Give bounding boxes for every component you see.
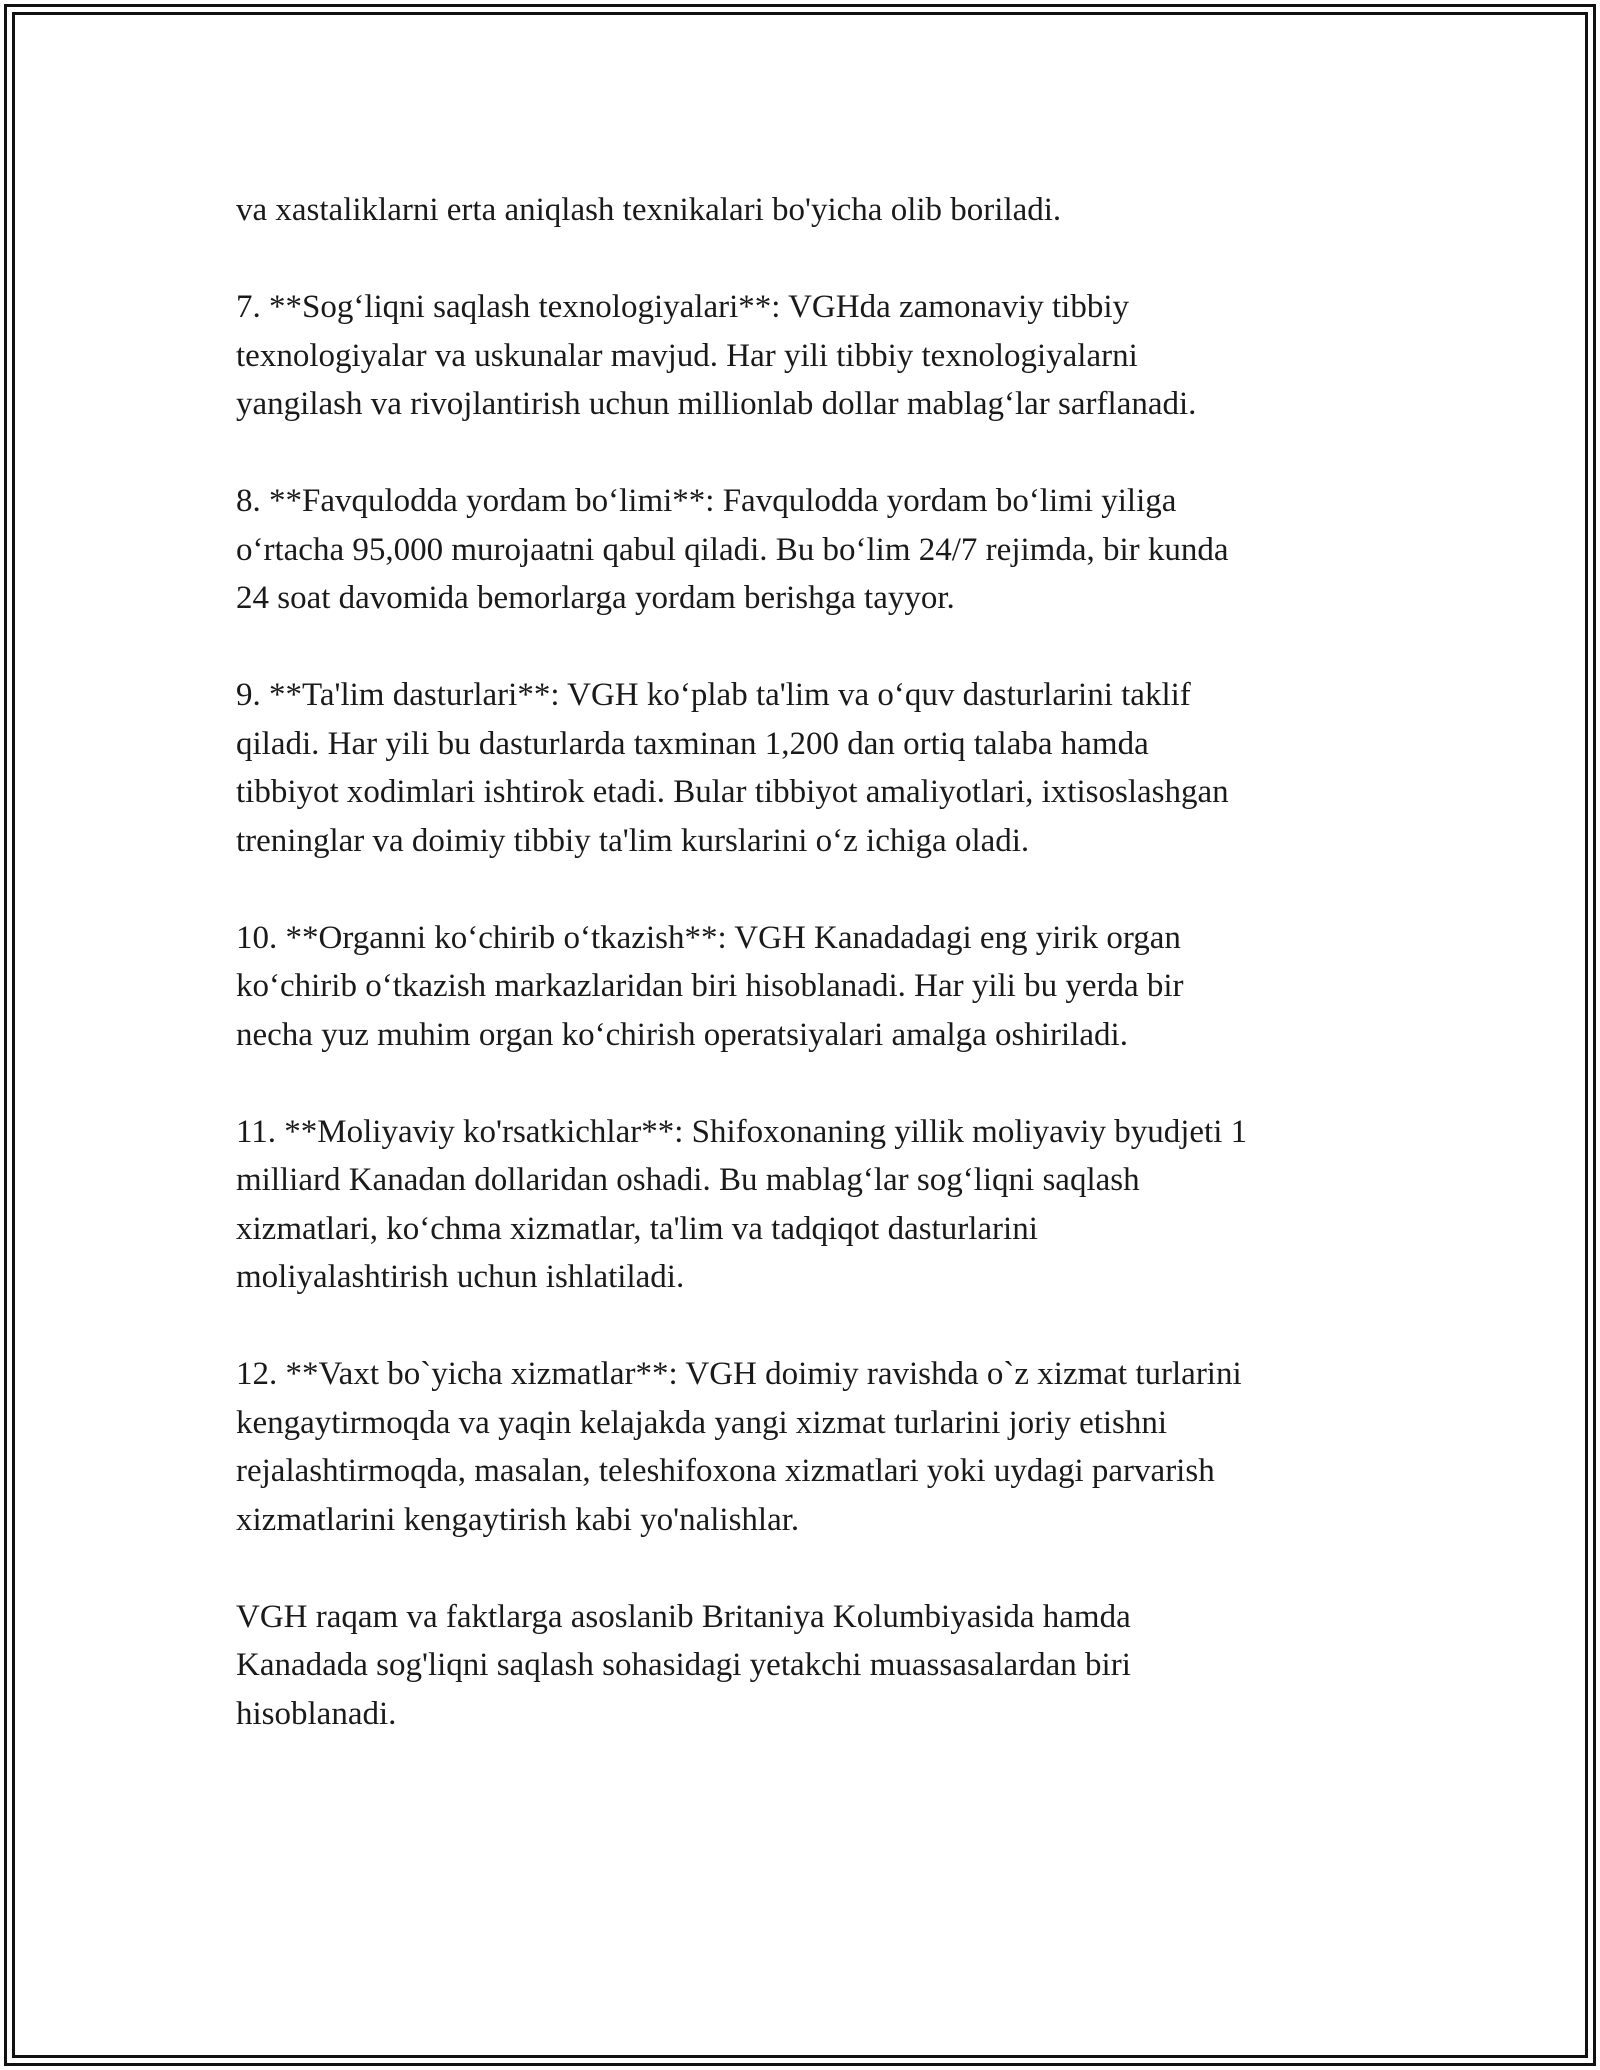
text-line: 12. **Vaxt bo`yicha xizmatlar**: VGH doimiy ravishda o`z xizmat turlarini bbox=[236, 1356, 1242, 1392]
text-line: rejalashtirmoqda, masalan, teleshifoxona xizmatlari yoki uydagi parvarish bbox=[236, 1453, 1215, 1489]
text-line: treninglar va doimiy tibbiy ta'lim kurslarini o‘z ichiga oladi. bbox=[236, 822, 1030, 859]
document-body bbox=[236, 186, 1376, 1787]
paragraph-item-9 bbox=[236, 671, 1376, 865]
paragraph-item-11 bbox=[236, 1108, 1376, 1302]
text-line: 9. **Ta'lim dasturlari**: VGH ko‘plab ta'lim va o‘quv dasturlarini taklif bbox=[236, 677, 1191, 713]
text-line: qiladi. Har yili bu dasturlarda taxminan 1,200 dan ortiq talaba hamda bbox=[236, 725, 1149, 762]
text-line: xizmatlari, ko‘chma xizmatlar, ta'lim va tadqiqot dasturlarini bbox=[236, 1210, 1038, 1247]
text-line: ko‘chirib o‘tkazish markazlaridan biri hisoblanadi. Har yili bu yerda bir bbox=[236, 968, 1184, 1004]
paragraph-item-10 bbox=[236, 914, 1376, 1060]
text-line: 10. **Organni ko‘chirib o‘tkazish**: VGH Kanadadagi eng yirik organ bbox=[236, 919, 1181, 956]
text-line: tibbiyot xodimlari ishtirok etadi. Bular tibbiyot amaliyotlari, ixtisoslashgan bbox=[236, 774, 1229, 810]
paragraph-conclusion bbox=[236, 1593, 1376, 1739]
text-line: 11. **Moliyaviy ko'rsatkichlar**: Shifoxonaning yillik moliyaviy byudjeti 1 bbox=[236, 1113, 1248, 1150]
paragraph-item-12 bbox=[236, 1350, 1376, 1544]
paragraph-item-7 bbox=[236, 283, 1376, 429]
paragraph-item-8 bbox=[236, 477, 1376, 623]
text-line: texnologiyalar va uskunalar mavjud. Har yili tibbiy texnologiyalarni bbox=[236, 337, 1138, 374]
text-line: necha yuz muhim organ ko‘chirish operatsiyalari amalga oshiriladi. bbox=[236, 1016, 1128, 1053]
text-line: va xastaliklarni erta aniqlash texnikalari bo'yicha olib boriladi. bbox=[236, 192, 1062, 228]
text-line: 8. **Favqulodda yordam bo‘limi**: Favqulodda yordam bo‘limi yiliga bbox=[236, 483, 1177, 519]
text-line: kengaytirmoqda va yaqin kelajakda yangi xizmat turlarini joriy etishni bbox=[236, 1404, 1168, 1441]
text-line: milliard Kanadan dollaridan oshadi. Bu mablag‘lar sog‘liqni saqlash bbox=[236, 1162, 1140, 1198]
text-line: hisoblanadi. bbox=[236, 1695, 397, 1732]
text-line: 24 soat davomida bemorlarga yordam berishga tayyor. bbox=[236, 580, 955, 616]
text-line: xizmatlarini kengaytirish kabi yo'nalishlar. bbox=[236, 1501, 800, 1538]
text-line: moliyalashtirish uchun ishlatiladi. bbox=[236, 1259, 685, 1295]
paragraph-intro-continuation bbox=[236, 186, 1376, 235]
text-line: 7. **Sog‘liqni saqlash texnologiyalari**: VGHda zamonaviy tibbiy bbox=[236, 289, 1130, 325]
text-line: Kanadada sog'liqni saqlash sohasidagi yetakchi muassasalardan biri bbox=[236, 1647, 1131, 1683]
text-line: yangilash va rivojlantirish uchun millionlab dollar mablag‘lar sarflanadi. bbox=[236, 386, 1197, 422]
text-line: VGH raqam va faktlarga asoslanib Britaniya Kolumbiyasida hamda bbox=[236, 1598, 1131, 1635]
text-line: o‘rtacha 95,000 murojaatni qabul qiladi. Bu bo‘lim 24/7 rejimda, bir kunda bbox=[236, 531, 1229, 568]
